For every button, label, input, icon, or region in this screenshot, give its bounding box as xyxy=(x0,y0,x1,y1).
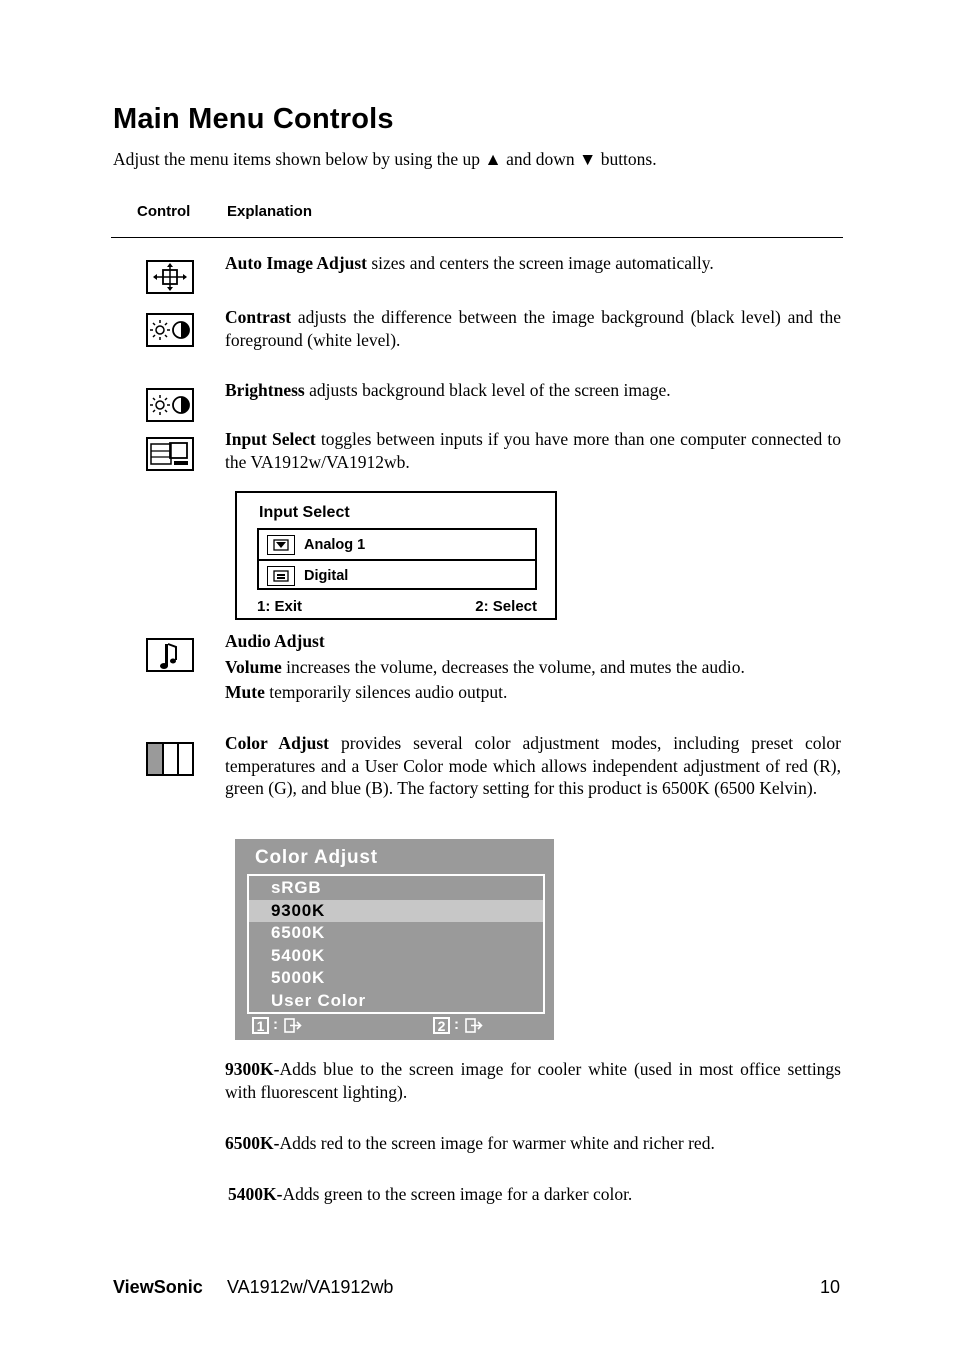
audio-adjust-term: Audio Adjust xyxy=(225,631,325,651)
osd-exit-hint: 1: Exit xyxy=(257,598,303,615)
brightness-icon xyxy=(146,388,194,422)
desc-9300k-text: Adds blue to the screen image for cooler white (used in most office settings with fluorescent lighting). xyxy=(225,1059,841,1102)
desc-9300k xyxy=(225,1058,841,1103)
contrast-desc: adjusts the difference between the image background (black level) and the foreground (white level). xyxy=(225,307,841,350)
input-select-osd-list xyxy=(257,528,537,590)
input-option-label: Digital xyxy=(304,567,349,584)
desc-6500k xyxy=(225,1132,841,1155)
intro-after: buttons. xyxy=(596,149,657,169)
analog-input-icon xyxy=(267,535,295,555)
color-mode-5400k[interactable]: 5400K xyxy=(271,945,326,965)
key-1-icon: 1 xyxy=(252,1017,269,1034)
intro-before: Adjust the menu items shown below by using the up xyxy=(113,149,485,169)
footer-brand: ViewSonic xyxy=(113,1277,203,1297)
input-select-osd-title: Input Select xyxy=(259,504,350,521)
intro-middle: and down xyxy=(501,149,579,169)
key-1-colon: : xyxy=(273,1016,278,1033)
color-adjust-term: Color Adjust xyxy=(225,733,329,753)
brightness-desc: adjusts background black level of the screen image. xyxy=(304,380,671,400)
contrast-text xyxy=(225,306,841,351)
input-select-icon xyxy=(146,437,194,471)
color-adjust-desc: provides several color adjustment modes, including preset color temperatures and a User Color mode which allows independent adjustment of red (R), green (G), and blue (B). The factory setting for this product is 6500K (6500 Kelvin). xyxy=(225,733,841,798)
key-2-icon: 2 xyxy=(433,1017,450,1034)
desc-6500k-term: 6500K- xyxy=(225,1133,280,1153)
color-adjust-text xyxy=(225,732,841,800)
input-select-term: Input Select xyxy=(225,429,316,449)
desc-5400k xyxy=(228,1183,844,1206)
auto-image-adjust-desc: sizes and centers the screen image automatically. xyxy=(366,253,714,273)
auto-image-adjust-text xyxy=(225,252,841,275)
osd-select-hint: 2: Select xyxy=(475,598,537,615)
volume-text xyxy=(225,656,841,679)
audio-adjust-icon xyxy=(146,638,194,672)
audio-adjust-heading xyxy=(225,630,841,653)
input-select-osd xyxy=(235,491,557,620)
intro-text xyxy=(113,149,657,170)
input-select-text xyxy=(225,428,841,473)
volume-term: Volume xyxy=(225,657,282,677)
footer-model: VA1912w/VA1912wb xyxy=(227,1277,394,1297)
color-adjust-osd xyxy=(235,839,554,1040)
page-number: 10 xyxy=(820,1277,841,1297)
desc-5400k-term: 5400K- xyxy=(228,1184,283,1204)
mute-desc: temporarily silences audio output. xyxy=(264,682,508,702)
color-mode-6500k[interactable]: 6500K xyxy=(271,923,326,942)
color-mode-srgb[interactable]: sRGB xyxy=(271,878,322,897)
desc-9300k-term: 9300K- xyxy=(225,1059,280,1079)
exit-arrow-icon xyxy=(283,1017,303,1039)
column-header-explanation: Explanation xyxy=(227,203,313,220)
contrast-icon xyxy=(146,313,194,347)
column-header-control: Control xyxy=(137,203,191,220)
brightness-term: Brightness xyxy=(225,380,305,400)
color-mode-list xyxy=(247,874,545,1014)
color-adjust-icon xyxy=(146,742,194,776)
input-option-digital[interactable] xyxy=(259,559,535,590)
auto-image-adjust-icon xyxy=(146,260,194,294)
contrast-term: Contrast xyxy=(225,307,292,327)
auto-image-adjust-term: Auto Image Adjust xyxy=(225,253,367,273)
color-mode-user[interactable]: User Color xyxy=(271,990,366,1010)
input-option-analog[interactable] xyxy=(259,530,535,559)
input-option-label: Analog 1 xyxy=(304,536,366,553)
digital-input-icon xyxy=(267,566,295,586)
up-arrow-icon: ▲ xyxy=(484,149,502,169)
desc-6500k-text: Adds red to the screen image for warmer white and richer red. xyxy=(279,1133,715,1153)
color-mode-9300k[interactable]: 9300K xyxy=(249,900,543,923)
key-2-colon: : xyxy=(454,1016,459,1033)
brightness-text xyxy=(225,379,841,402)
color-adjust-osd-title: Color Adjust xyxy=(255,847,378,868)
down-arrow-icon: ▼ xyxy=(578,149,597,169)
enter-arrow-icon xyxy=(464,1017,484,1039)
mute-term: Mute xyxy=(225,682,265,702)
volume-desc: increases the volume, decreases the volume, and mutes the audio. xyxy=(281,657,745,677)
page-title: Main Menu Controls xyxy=(113,103,394,135)
mute-text xyxy=(225,681,841,704)
desc-5400k-text: Adds green to the screen image for a darker color. xyxy=(282,1184,633,1204)
input-select-desc: toggles between inputs if you have more than one computer connected to the VA1912w/VA1912wb. xyxy=(225,429,841,472)
color-mode-5000k[interactable]: 5000K xyxy=(271,968,326,987)
header-divider xyxy=(111,237,843,238)
